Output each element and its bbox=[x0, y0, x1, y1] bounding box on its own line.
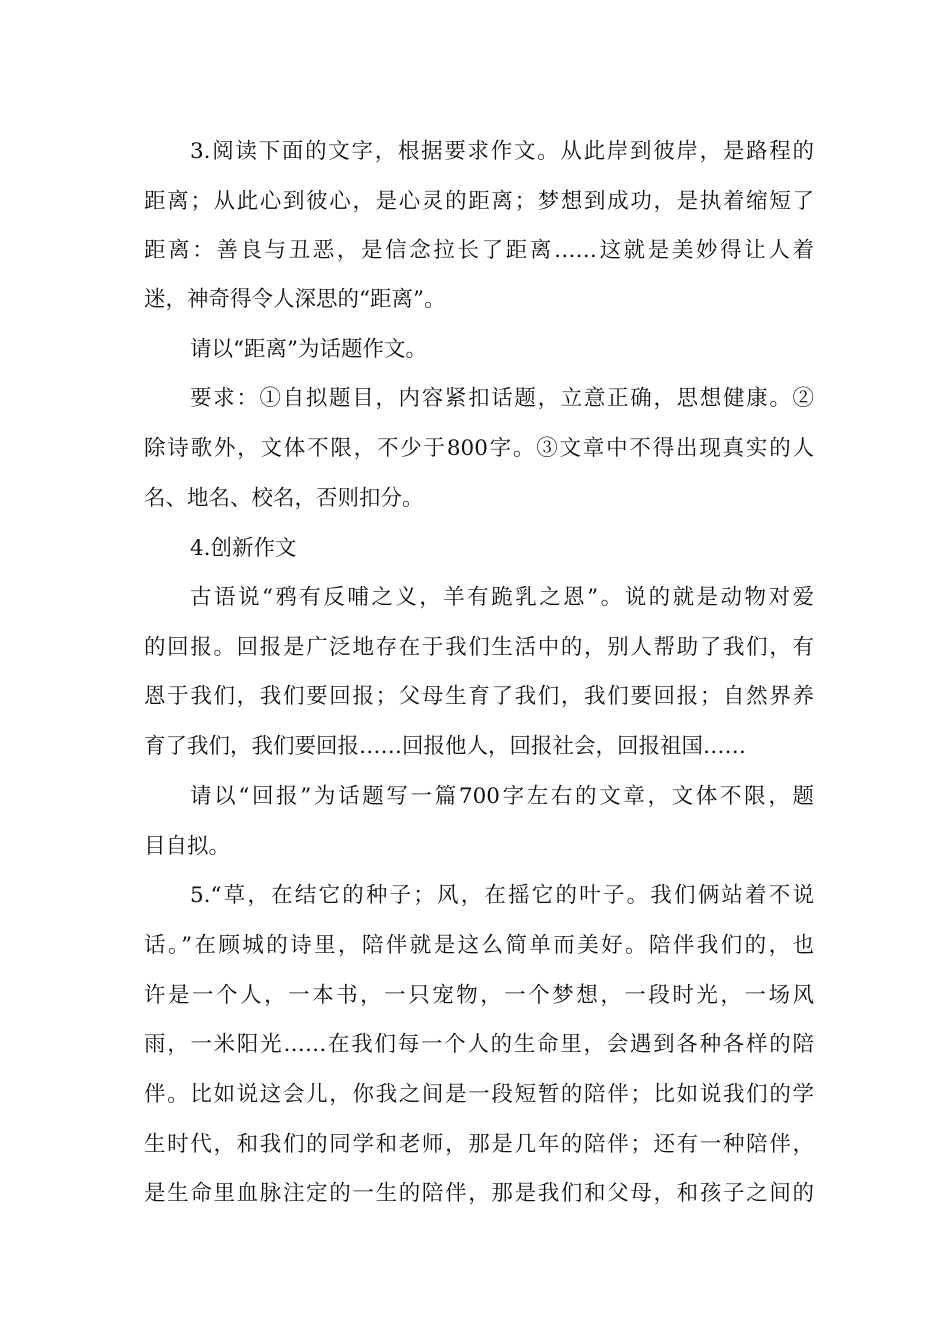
text-line: 许是一个人，一本书，一只宠物，一个梦想，一段时光，一场风 bbox=[144, 983, 814, 1008]
text-line: 是生命里血脉注定的一生的陪伴，那是我们和父母，和孩子之间的 bbox=[144, 1181, 814, 1206]
text-line: 请以“回报”为话题写一篇700字左右的文章，文体不限，题 bbox=[190, 784, 814, 809]
text-line: 雨，一米阳光……在我们每一个人的生命里，会遇到各种各样的陪 bbox=[144, 1032, 814, 1057]
text-line: 5.“草，在结它的种子；风，在摇它的叶子。我们俩站着不说 bbox=[190, 883, 814, 908]
text-line: 名、地名、校名，否则扣分。 bbox=[144, 486, 424, 511]
text-line: 除诗歌外，文体不限，不少于800字。③文章中不得出现真实的人 bbox=[144, 436, 814, 461]
text-line: 生时代，和我们的同学和老师，那是几年的陪伴；还有一种陪伴， bbox=[144, 1132, 814, 1157]
text-line: 目自拟。 bbox=[144, 834, 231, 859]
question-3-prompt: 请以“距离”为话题作文。 bbox=[190, 337, 427, 362]
question-4-title: 4.创新作文 bbox=[190, 536, 297, 561]
text-line: 距离；从此心到彼心，是心灵的距离；梦想到成功，是执着缩短了 bbox=[144, 189, 814, 214]
text-line: 距离：善良与丑恶，是信念拉长了距离……这就是美妙得让人着 bbox=[144, 238, 814, 263]
text-line: 古语说“鸦有反哺之义，羊有跪乳之恩”。说的就是动物对爱 bbox=[190, 585, 814, 610]
text-line: 要求：①自拟题目，内容紧扣话题，立意正确，思想健康。② bbox=[190, 386, 814, 411]
text-line: 恩于我们，我们要回报；父母生育了我们，我们要回报；自然界养 bbox=[144, 684, 814, 709]
text-line: 的回报。回报是广泛地存在于我们生活中的，别人帮助了我们，有 bbox=[144, 635, 814, 660]
text-line: 话。”在顾城的诗里，陪伴就是这么简单而美好。陪伴我们的，也 bbox=[144, 933, 814, 958]
text-line: 伴。比如说这会儿，你我之间是一段短暂的陪伴；比如说我们的学 bbox=[144, 1082, 814, 1107]
text-line: 3.阅读下面的文字，根据要求作文。从此岸到彼岸，是路程的 bbox=[190, 139, 814, 164]
text-line: 育了我们，我们要回报……回报他人，回报社会，回报祖国…… bbox=[144, 734, 747, 759]
text-line: 迷，神奇得令人深思的“距离”。 bbox=[144, 287, 446, 312]
